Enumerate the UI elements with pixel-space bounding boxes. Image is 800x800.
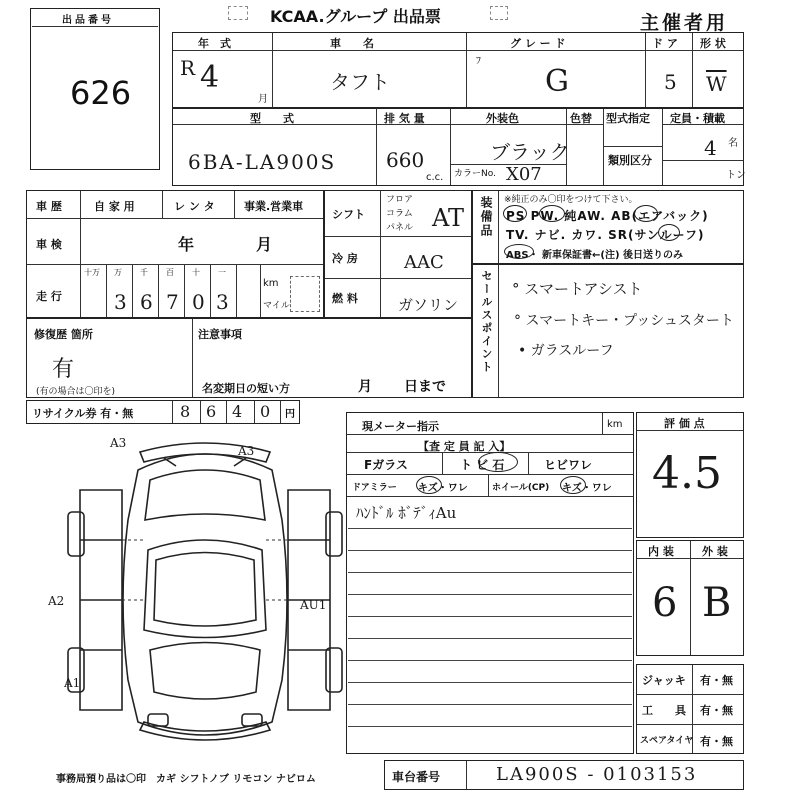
mirror-label: ドアミラー <box>352 483 397 493</box>
name-change-label: 名変期日の短い方 <box>202 382 290 395</box>
tool-label-tools: 工 具 <box>642 704 686 717</box>
fuel-label: 燃 料 <box>332 292 358 305</box>
repair-label: 修復歴 箇所 <box>34 328 93 341</box>
capacity-label: 定員・積載 <box>670 112 725 125</box>
tool-value-spare: 有・無 <box>700 735 733 748</box>
circle-mark <box>560 476 586 494</box>
mileage-digit: 3 <box>114 290 127 314</box>
mirror-options: キズ・ワレ <box>418 483 468 494</box>
circle-mark <box>503 205 527 222</box>
classification-label: 類別区分 <box>608 154 652 167</box>
inspection-remark: ﾊﾝﾄﾞﾙ ﾎﾞﾃﾞｨAu <box>356 504 457 522</box>
equipment-line-2: TV. ナビ. カワ. SR(サンルーフ) <box>506 228 705 242</box>
wheel-label: ホイール(CP) <box>492 483 550 493</box>
name-change-day: 日まで <box>404 379 446 395</box>
inspector-label: 【査 定 員 記 入】 <box>418 440 511 453</box>
digit-unit: 十万 <box>84 268 100 277</box>
interior-label: 内 装 <box>648 545 674 558</box>
exterior-label: 外 装 <box>702 545 728 558</box>
cc-unit: c.c. <box>426 172 444 183</box>
digit-unit: 一 <box>218 268 226 277</box>
color-no-label: カラーNo. <box>454 169 496 179</box>
ac-value: AAC <box>404 252 444 273</box>
notes-label: 注意事項 <box>198 328 242 341</box>
history-private: 自 家 用 <box>94 200 135 213</box>
damage-mark: A2 <box>48 594 65 608</box>
ac-label: 冷 房 <box>332 252 358 265</box>
equipment-line-1: PS PW. 純AW. AB(エアバック) <box>506 209 709 223</box>
year-value: 4 <box>200 60 220 95</box>
name-change-month: 月 <box>358 379 372 395</box>
inspection-month: 月 <box>256 235 273 254</box>
circle-mark <box>504 244 534 259</box>
meter-label: 現メーター指示 <box>362 420 439 433</box>
sales-point-item: ° スマートアシスト <box>512 280 643 298</box>
tool-label-jack: ジャッキ <box>642 674 686 687</box>
fuel-value: ガソリン <box>398 296 459 314</box>
tool-value-tools: 有・無 <box>700 704 733 717</box>
wheel-options: キズ・ワレ <box>562 483 612 494</box>
color-value: ブラック <box>490 140 570 164</box>
mileage-digit: 3 <box>216 290 229 314</box>
mileage-digit: 0 <box>192 290 205 314</box>
glass-label: Fガラス <box>364 458 408 472</box>
grade-label: グ レ ー ド <box>510 37 566 50</box>
chassis-label: 車台番号 <box>392 770 441 784</box>
damage-mark: A3 <box>110 436 127 450</box>
shift-option-floor: フロア <box>386 195 414 205</box>
recycle-digit: 8 <box>180 402 191 421</box>
circle-mark <box>478 452 518 472</box>
capacity-value: 4 <box>704 136 717 160</box>
crack-label: ヒビワレ <box>544 458 593 472</box>
model-label: 型 式 <box>250 112 294 125</box>
digit-unit: 万 <box>114 268 122 277</box>
repair-value: 有 <box>52 357 75 382</box>
damage-mark: AU1 <box>300 598 327 612</box>
equipment-label: 装備品 <box>479 196 493 238</box>
model-value: 6BA-LA900S <box>188 150 337 174</box>
car-value: タフト <box>330 70 390 94</box>
shift-option-column: コラム <box>386 209 413 219</box>
circle-mark <box>634 205 658 222</box>
color-change-label: 色替 <box>570 112 592 125</box>
recycle-label: リサイクル券 有・無 <box>32 407 134 420</box>
color-code-value: X07 <box>506 164 542 185</box>
doors-value: 5 <box>664 70 677 94</box>
digit-unit: 百 <box>166 268 174 277</box>
lot-label: 出品番号 <box>62 15 114 26</box>
equipment-line-3: ABS・ 新車保証書←(注) 後日送りのみ <box>506 250 684 261</box>
inspection-label: 車 検 <box>36 238 62 251</box>
shift-value: AT <box>432 204 465 232</box>
shift-option-panel: パネル <box>386 223 414 233</box>
mileage-digit: 6 <box>140 290 153 314</box>
shape-value: $\overline{W}$ <box>706 72 727 96</box>
history-label: 車 歴 <box>36 200 62 213</box>
circle-mark <box>416 476 442 494</box>
meter-km: km <box>607 419 623 430</box>
grade-value: G <box>545 64 569 99</box>
chassis-value: LA900S - 0103153 <box>496 764 698 785</box>
inspection-year: 年 <box>178 235 195 254</box>
organizer-label: 主催者用 <box>640 12 729 34</box>
tool-value-jack: 有・無 <box>700 674 733 687</box>
equipment-note: ※純正のみ〇印をつけて下さい。 <box>504 195 638 205</box>
load-unit: トン <box>726 170 746 181</box>
recycle-unit: 円 <box>285 409 295 420</box>
form-title: KCAA.グループ 出品票 <box>270 7 441 26</box>
shape-label: 形 状 <box>700 37 726 50</box>
exterior-value: B <box>702 580 732 626</box>
exterior-color-label: 外装色 <box>486 112 519 125</box>
capacity-unit: 名 <box>728 138 738 149</box>
lot-number: 626 <box>70 74 132 112</box>
tool-label-spare: スペアタイヤ <box>640 736 694 746</box>
punch-mark <box>490 6 508 20</box>
month-unit: 月 <box>258 94 268 105</box>
sales-point-label: セールスポイント <box>480 270 493 374</box>
punch-mark <box>228 6 248 20</box>
history-rental: レ ン タ <box>174 200 215 213</box>
digit-unit: 十 <box>192 268 200 277</box>
km-unit: km <box>263 278 279 289</box>
damage-mark: A1 <box>64 676 81 690</box>
recycle-digit: 0 <box>260 402 271 421</box>
mileage-label: 走 行 <box>36 290 62 303</box>
history-business: 事業.営業車 <box>244 200 304 213</box>
damage-mark: A3 <box>238 444 255 458</box>
year-label: 年 式 <box>198 37 231 50</box>
sales-point-item: • ガラスルーフ <box>518 343 614 359</box>
circle-mark <box>658 224 680 241</box>
footer-items: 事務局預り品は〇印 カギ シフトノブ リモコン ナビロム <box>56 774 316 785</box>
model-designation-label: 型式指定 <box>606 112 650 125</box>
displacement-label: 排 気 量 <box>384 112 425 125</box>
car-diagram <box>60 430 350 760</box>
mile-unit: マイル <box>263 301 290 311</box>
doors-label: ド ア <box>652 37 678 50</box>
era-value: R <box>180 56 196 80</box>
car-label: 車 名 <box>330 37 374 50</box>
mileage-digit: 7 <box>166 290 179 314</box>
digit-unit: 千 <box>140 268 148 277</box>
score-value: 4.5 <box>652 448 722 499</box>
grade-mark: ﾌ <box>476 56 481 67</box>
recycle-digit: 4 <box>232 402 243 421</box>
circle-mark <box>539 205 565 222</box>
chip-label: ト ビ 石 <box>460 458 505 472</box>
interior-value: 6 <box>652 580 678 626</box>
displacement-value: 660 <box>386 148 425 172</box>
meter-mark-box <box>290 276 320 312</box>
score-label: 評 価 点 <box>664 417 705 430</box>
repair-note: (有の場合は〇印を) <box>36 387 116 397</box>
sales-point-item: ° スマートキー・プッシュスタート <box>514 313 734 329</box>
shift-label: シフト <box>332 208 365 221</box>
recycle-digit: 6 <box>206 402 217 421</box>
